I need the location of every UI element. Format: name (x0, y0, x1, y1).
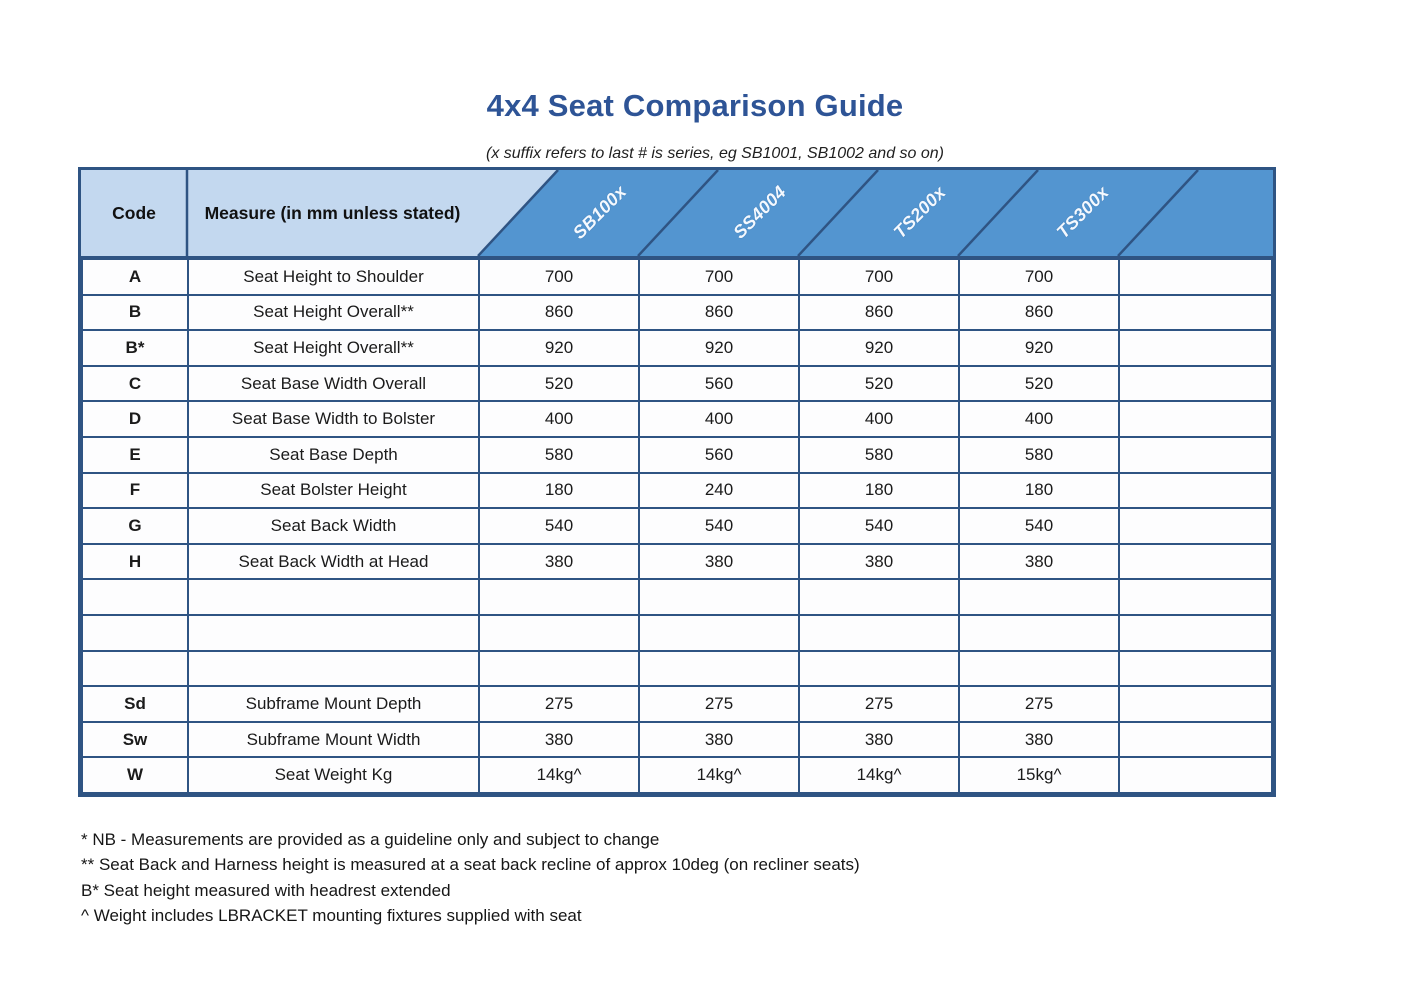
table-row (82, 722, 1272, 758)
code-cell: C (82, 366, 188, 402)
code-cell: E (82, 437, 188, 473)
page-subtitle: (x suffix refers to last # is series, eg SB1001, SB1002 and so on) (485, 145, 944, 162)
value-cell: 400 (799, 401, 959, 437)
table-row (82, 259, 1272, 295)
spare-cell (1119, 330, 1272, 366)
value-cell: 520 (799, 366, 959, 402)
table-row (82, 473, 1272, 509)
value-cell (959, 579, 1119, 615)
value-cell: 275 (479, 686, 639, 722)
table-row (82, 757, 1272, 793)
footnote: B* Seat height measured with headrest extended (81, 880, 451, 900)
value-cell (479, 579, 639, 615)
value-cell: 400 (639, 401, 799, 437)
code-cell: B (82, 295, 188, 331)
spare-cell (1119, 508, 1272, 544)
value-cell: 700 (799, 259, 959, 295)
value-cell: 540 (479, 508, 639, 544)
footnote: ** Seat Back and Harness height is measured at a seat back recline of approx 10deg (on recliner seats) (81, 855, 860, 875)
value-cell: 400 (479, 401, 639, 437)
spare-cell (1119, 437, 1272, 473)
value-cell (959, 651, 1119, 687)
table-row (82, 615, 1272, 651)
value-cell: 380 (479, 544, 639, 580)
value-cell: 860 (959, 295, 1119, 331)
value-cell: 520 (959, 366, 1119, 402)
code-cell: B* (82, 330, 188, 366)
table-row (82, 366, 1272, 402)
measure-cell (188, 615, 479, 651)
code-header-cell: Code (112, 202, 156, 223)
spare-cell (1119, 757, 1272, 793)
measure-cell: Seat Height Overall** (188, 330, 479, 366)
table-row (82, 437, 1272, 473)
measure-cell: Seat Height to Shoulder (188, 259, 479, 295)
value-cell: 14kg^ (639, 757, 799, 793)
measure-cell: Subframe Mount Depth (188, 686, 479, 722)
value-cell: 15kg^ (959, 757, 1119, 793)
comparison-table (81, 258, 1273, 794)
code-cell: Sw (82, 722, 188, 758)
value-cell: 400 (959, 401, 1119, 437)
measure-cell: Seat Back Width at Head (188, 544, 479, 580)
value-cell (639, 615, 799, 651)
value-cell: 860 (479, 295, 639, 331)
value-cell: 240 (639, 473, 799, 509)
comparison-table-body (82, 259, 1272, 793)
value-cell: 540 (639, 508, 799, 544)
measure-header-cell: Measure (in mm unless stated) (204, 202, 461, 223)
table-row (82, 686, 1272, 722)
value-cell: 275 (959, 686, 1119, 722)
footnote: ^ Weight includes LBRACKET mounting fixtures supplied with seat (81, 906, 582, 926)
measure-cell (188, 579, 479, 615)
value-cell: 700 (959, 259, 1119, 295)
value-cell: 380 (959, 722, 1119, 758)
value-cell: 920 (479, 330, 639, 366)
value-cell: 520 (479, 366, 639, 402)
measure-cell: Seat Base Width to Bolster (188, 401, 479, 437)
value-cell: 920 (799, 330, 959, 366)
measure-cell: Subframe Mount Width (188, 722, 479, 758)
value-cell (479, 615, 639, 651)
value-cell (479, 651, 639, 687)
value-cell: 920 (959, 330, 1119, 366)
value-cell: 580 (479, 437, 639, 473)
value-cell: 180 (959, 473, 1119, 509)
code-cell: A (82, 259, 188, 295)
value-cell: 700 (479, 259, 639, 295)
spare-cell (1119, 259, 1272, 295)
table-row (82, 544, 1272, 580)
value-cell: 380 (799, 722, 959, 758)
footnotes (81, 827, 1181, 929)
product-column-label: SS4004 (729, 181, 790, 243)
measure-cell: Seat Base Depth (188, 437, 479, 473)
code-cell: H (82, 544, 188, 580)
value-cell (799, 579, 959, 615)
spare-cell (1119, 579, 1272, 615)
value-cell: 540 (799, 508, 959, 544)
value-cell (639, 651, 799, 687)
table-row (82, 295, 1272, 331)
table-row (82, 508, 1272, 544)
spare-cell (1119, 651, 1272, 687)
value-cell: 380 (799, 544, 959, 580)
value-cell: 580 (799, 437, 959, 473)
code-cell (82, 579, 188, 615)
value-cell: 920 (639, 330, 799, 366)
code-cell: G (82, 508, 188, 544)
table-row (82, 651, 1272, 687)
measure-cell: Seat Back Width (188, 508, 479, 544)
footnote: * NB - Measurements are provided as a guideline only and subject to change (81, 830, 660, 849)
value-cell: 580 (959, 437, 1119, 473)
value-cell: 380 (639, 544, 799, 580)
value-cell: 275 (639, 686, 799, 722)
product-column-label: TS200x (889, 182, 950, 243)
value-cell (799, 615, 959, 651)
value-cell: 860 (799, 295, 959, 331)
spare-cell (1119, 722, 1272, 758)
product-column-label: SB100x (568, 181, 631, 243)
seat-comparison-table (78, 167, 1276, 797)
measure-cell: Seat Bolster Height (188, 473, 479, 509)
code-cell (82, 615, 188, 651)
value-cell: 14kg^ (479, 757, 639, 793)
value-cell (639, 579, 799, 615)
measure-cell: Seat Base Width Overall (188, 366, 479, 402)
value-cell: 860 (639, 295, 799, 331)
page-title: 4x4 Seat Comparison Guide (486, 88, 904, 123)
code-cell: W (82, 757, 188, 793)
value-cell: 380 (639, 722, 799, 758)
value-cell: 180 (479, 473, 639, 509)
table-row (82, 330, 1272, 366)
spare-cell (1119, 473, 1272, 509)
value-cell (959, 615, 1119, 651)
spare-cell (1119, 366, 1272, 402)
value-cell: 560 (639, 437, 799, 473)
spare-cell (1119, 295, 1272, 331)
value-cell: 700 (639, 259, 799, 295)
spare-cell (1119, 544, 1272, 580)
code-cell: Sd (82, 686, 188, 722)
spare-cell (1119, 615, 1272, 651)
table-row (82, 401, 1272, 437)
measure-cell: Seat Weight Kg (188, 757, 479, 793)
code-cell (82, 651, 188, 687)
value-cell (799, 651, 959, 687)
value-cell: 14kg^ (799, 757, 959, 793)
spare-cell (1119, 401, 1272, 437)
value-cell: 380 (479, 722, 639, 758)
spare-cell (1119, 686, 1272, 722)
value-cell: 180 (799, 473, 959, 509)
diagonal-header (81, 170, 1273, 258)
code-cell: D (82, 401, 188, 437)
value-cell: 560 (639, 366, 799, 402)
value-cell: 380 (959, 544, 1119, 580)
value-cell: 275 (799, 686, 959, 722)
product-column-label: TS300x (1052, 182, 1113, 243)
table-row (82, 579, 1272, 615)
value-cell: 540 (959, 508, 1119, 544)
code-cell: F (82, 473, 188, 509)
measure-cell (188, 651, 479, 687)
measure-cell: Seat Height Overall** (188, 295, 479, 331)
